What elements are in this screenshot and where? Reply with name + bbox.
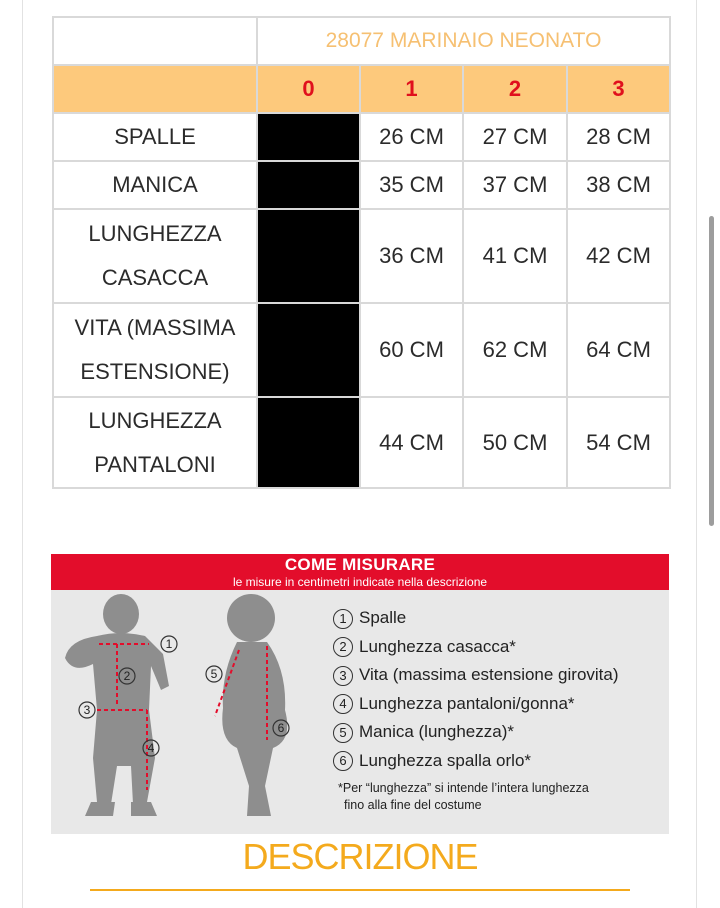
row-label-line: ESTENSIONE) xyxy=(80,359,230,384)
measure-subtitle: le misure in centimetri indicate nella descrizione xyxy=(232,575,488,589)
list-item xyxy=(333,604,619,633)
table-row xyxy=(53,209,670,303)
figure-label-1: 1 xyxy=(165,637,173,651)
row-label-line: PANTALONI xyxy=(94,451,216,477)
cell-value: 35 CM xyxy=(360,161,463,209)
legend-number: 3 xyxy=(333,666,353,686)
cell-value: 50 CM xyxy=(463,397,567,488)
row-label: MANICA xyxy=(53,161,257,209)
description-divider xyxy=(90,889,630,891)
measure-title: COME MISURARE xyxy=(284,555,436,574)
table-row xyxy=(53,161,670,209)
figure-label-4: 4 xyxy=(147,741,155,755)
header-empty-cell xyxy=(53,65,257,113)
cell-value: 64 CM xyxy=(567,303,670,397)
blacked-out-cell xyxy=(257,209,360,303)
legend-text: Lunghezza casacca* xyxy=(359,636,516,656)
how-to-measure-panel xyxy=(51,554,669,834)
blacked-out-cell xyxy=(257,161,360,209)
description-heading: DESCRIZIONE xyxy=(242,836,478,877)
legend-text: Manica (lunghezza)* xyxy=(359,722,514,741)
cell-value: 44 CM xyxy=(360,397,463,488)
cell-value: 42 CM xyxy=(567,209,670,303)
cell-value: 41 CM xyxy=(463,209,567,303)
frame-left-border xyxy=(22,0,23,908)
table-corner-cell xyxy=(53,17,257,65)
blacked-out-cell xyxy=(257,113,360,161)
row-label xyxy=(53,209,257,303)
cell-value: 60 CM xyxy=(360,303,463,397)
cell-value: 26 CM xyxy=(360,113,463,161)
list-item xyxy=(333,747,619,776)
cell-value: 37 CM xyxy=(463,161,567,209)
row-label: SPALLE xyxy=(53,113,257,161)
size-header-3: 3 xyxy=(567,65,670,113)
legend-text: Spalle xyxy=(359,608,407,627)
row-label-line: LUNGHEZZA xyxy=(88,407,222,433)
figure-label-6: 6 xyxy=(277,721,285,735)
blacked-out-cell xyxy=(257,303,360,397)
row-label xyxy=(53,397,257,488)
cell-value: 27 CM xyxy=(463,113,567,161)
list-item xyxy=(333,718,619,747)
product-title: 28077 MARINAIO NEONATO xyxy=(257,17,670,65)
size-header-2: 2 xyxy=(463,65,567,113)
list-item xyxy=(333,633,619,662)
legend-text: Lunghezza pantaloni/gonna* xyxy=(359,693,575,713)
side-child-figure xyxy=(222,594,287,816)
legend-number: 4 xyxy=(333,694,353,714)
size-header-0: 0 xyxy=(257,65,360,113)
note-line: fino alla fine del costume xyxy=(344,798,482,812)
size-table xyxy=(52,16,671,489)
table-title-row xyxy=(53,17,670,65)
legend-number: 1 xyxy=(333,609,353,629)
legend-number: 5 xyxy=(333,723,353,743)
table-row xyxy=(53,397,670,488)
legend-number: 6 xyxy=(333,751,353,771)
cell-value: 28 CM xyxy=(567,113,670,161)
list-item xyxy=(333,661,619,690)
legend-text: Lunghezza spalla orlo* xyxy=(359,750,532,770)
measure-banner xyxy=(51,554,669,590)
cell-value: 38 CM xyxy=(567,161,670,209)
figure-label-3: 3 xyxy=(83,703,91,717)
length-note xyxy=(338,780,589,814)
size-header-1: 1 xyxy=(360,65,463,113)
list-item xyxy=(333,690,619,719)
legend-number: 2 xyxy=(333,637,353,657)
child-figures-illustration xyxy=(51,590,321,834)
row-label xyxy=(53,303,257,397)
row-label-line: VITA (MASSIMA xyxy=(74,315,236,340)
frame-right-border xyxy=(696,0,697,908)
measure-legend xyxy=(333,604,619,775)
size-header-row xyxy=(53,65,670,113)
legend-text: Vita (massima estensione girovita) xyxy=(359,665,619,684)
cell-value: 36 CM xyxy=(360,209,463,303)
row-label-line: LUNGHEZZA xyxy=(88,221,222,246)
blacked-out-cell xyxy=(257,397,360,488)
table-row xyxy=(53,113,670,161)
figure-label-2: 2 xyxy=(123,669,131,683)
scrollbar[interactable] xyxy=(709,216,714,526)
note-line: *Per “lunghezza” si intende l’intera lunghezza xyxy=(338,781,589,795)
row-label-line: CASACCA xyxy=(101,265,209,290)
table-row xyxy=(53,303,670,397)
cell-value: 62 CM xyxy=(463,303,567,397)
cell-value: 54 CM xyxy=(567,397,670,488)
figure-label-5: 5 xyxy=(210,667,218,681)
